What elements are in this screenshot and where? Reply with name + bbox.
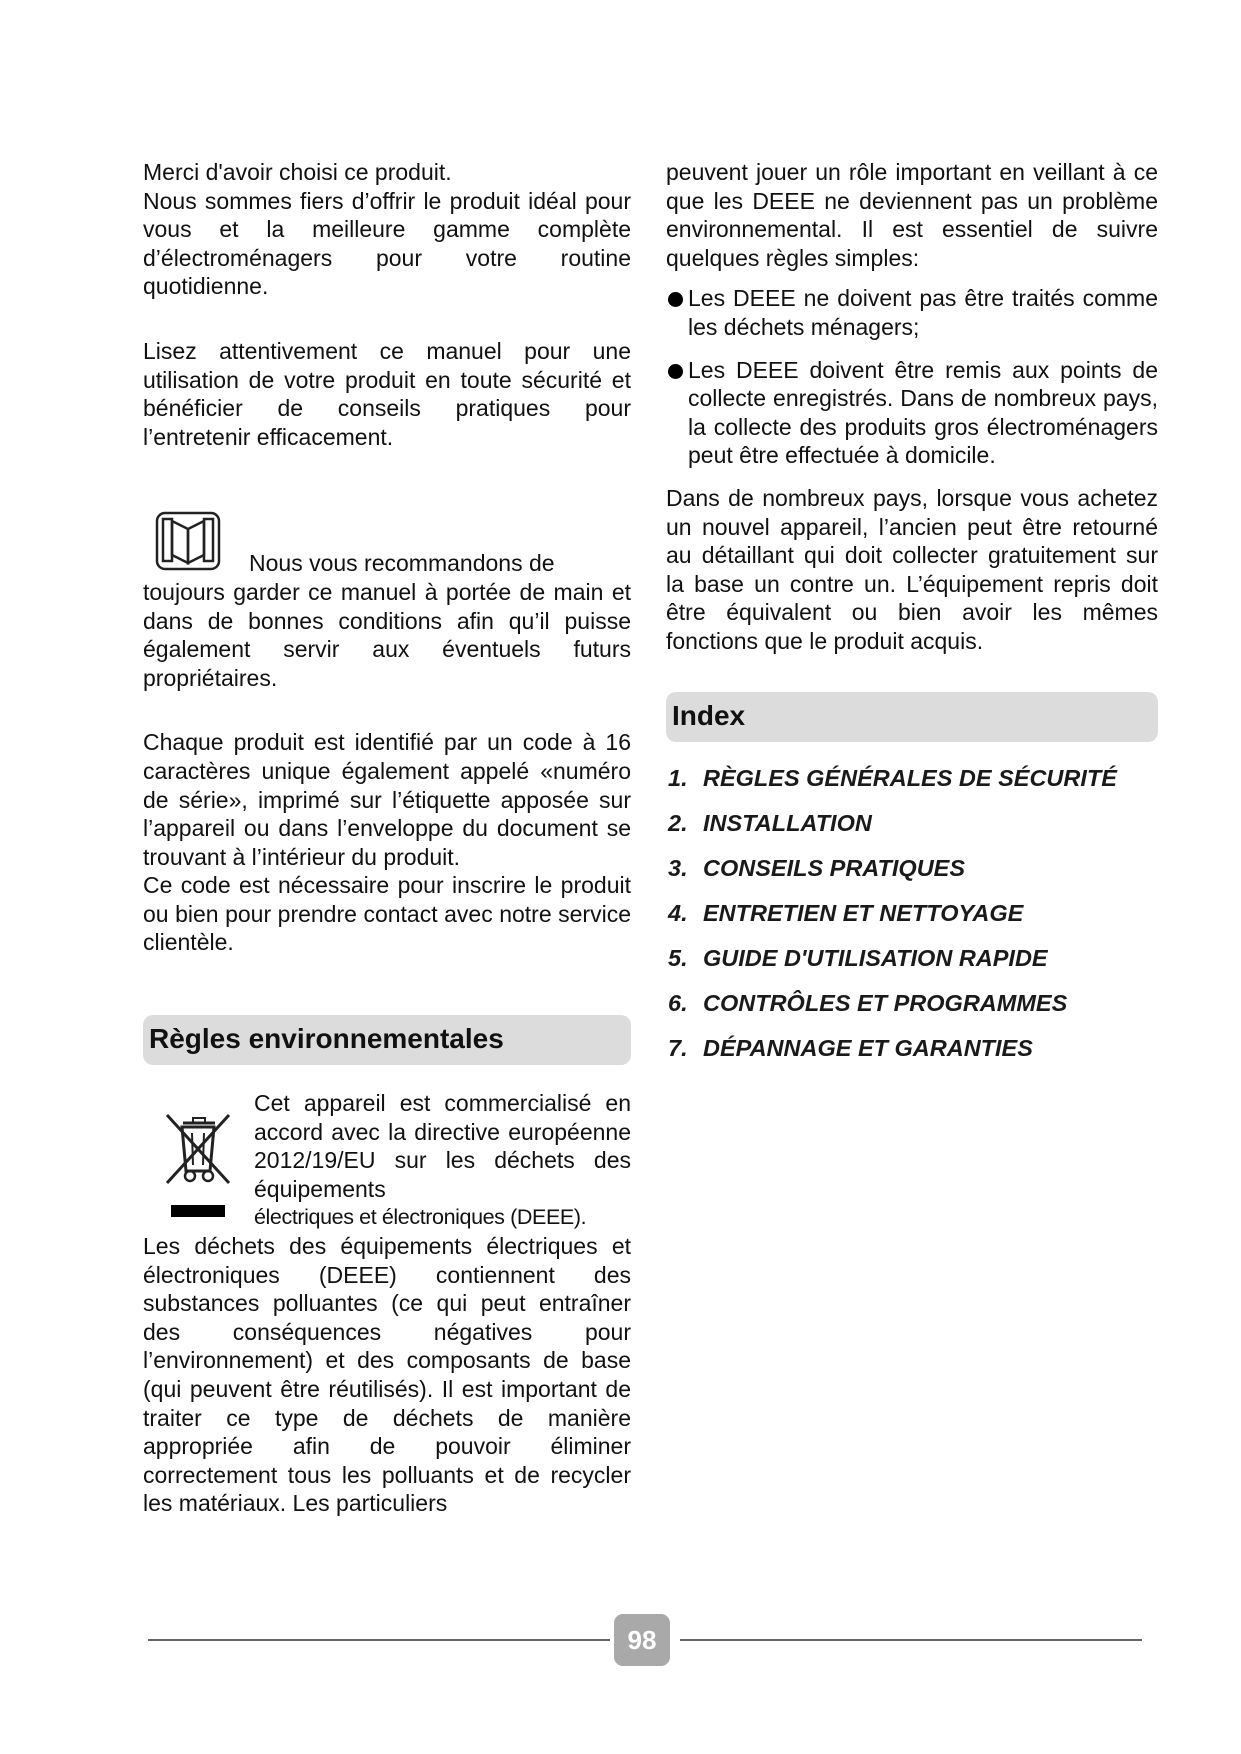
- index-item[interactable]: [666, 854, 1158, 882]
- serial-code-paragraph: Chaque produit est identifié par un code à 16 caractères unique également appelé «numéro de série», imprimé sur l’étiquette apposée sur l’appareil ou dans l’enveloppe du document se trouvant à l’intérieur du produit.: [143, 729, 631, 870]
- index-list: [666, 764, 1158, 1062]
- weee-block: [143, 1089, 631, 1232]
- index-item[interactable]: [666, 989, 1158, 1017]
- index-label: INSTALLATION: [703, 809, 872, 836]
- weee-directive-text: Cet appareil est commercialisé en accord avec la directive européenne 2012/19/EU sur les déchets des équipements: [254, 1090, 631, 1202]
- footer-divider-right: [680, 1639, 1142, 1641]
- index-number: 7.: [668, 1034, 688, 1061]
- weee-directive-tail: électriques et électroniques (DEEE).: [254, 1205, 587, 1230]
- index-section-header: Index: [666, 692, 1158, 742]
- index-item[interactable]: [666, 1034, 1158, 1062]
- index-label: CONSEILS PRATIQUES: [703, 854, 966, 881]
- keep-manual-block: [143, 511, 631, 692]
- bullet-text: Les DEEE doivent être remis aux points de collecte enregistrés. Dans de nombreux pays, la collecte des produits gros électroménagers peut être effectuée à domicile.: [688, 356, 1158, 469]
- left-column: [143, 158, 631, 1518]
- bullet-dot-icon: [668, 292, 683, 307]
- serial-code-usage: Ce code est nécessaire pour inscrire le produit ou bien pour prendre contact avec notre service clientèle.: [143, 872, 631, 956]
- right-column: [666, 158, 1158, 1079]
- crossed-out-bin-icon: [163, 1111, 233, 1219]
- index-number: 3.: [668, 854, 688, 881]
- index-item[interactable]: [666, 764, 1158, 792]
- list-item: [666, 356, 1158, 470]
- take-back-paragraph: Dans de nombreux pays, lorsque vous achetez un nouvel appareil, l’ancien peut être retourné au détaillant qui doit collecter gratuitement sur la base un contre un. L’équipement repris doit être équivalent ou bien avoir les mêmes fonctions que le produit acquis.: [666, 484, 1158, 654]
- index-number: 4.: [668, 899, 688, 926]
- page-number-badge: 98: [614, 1614, 670, 1666]
- index-label: DÉPANNAGE ET GARANTIES: [703, 1034, 1033, 1061]
- env-continuation-paragraph: peuvent jouer un rôle important en veillant à ce que les DEEE ne deviennent pas un problème environnemental. Il est essentiel de suivre quelques règles simples:: [666, 159, 1158, 271]
- weee-rules-list: [666, 284, 1158, 470]
- bullet-text: Les DEEE ne doivent pas être traités comme les déchets ménagers;: [688, 285, 1158, 340]
- index-label: GUIDE D'UTILISATION RAPIDE: [703, 944, 1048, 971]
- index-number: 2.: [668, 809, 688, 836]
- bullet-dot-icon: [668, 364, 683, 379]
- open-book-icon: [155, 511, 221, 571]
- intro-thanks: Merci d'avoir choisi ce produit.: [143, 159, 452, 185]
- index-number: 1.: [668, 764, 688, 791]
- index-number: 6.: [668, 989, 688, 1016]
- index-label: CONTRÔLES ET PROGRAMMES: [703, 989, 1068, 1016]
- env-section-header: Règles environnementales: [143, 1015, 631, 1065]
- index-label: ENTRETIEN ET NETTOYAGE: [703, 899, 1024, 926]
- index-label: RÈGLES GÉNÉRALES DE SÉCURITÉ: [703, 764, 1117, 791]
- index-number: 5.: [668, 944, 688, 971]
- read-manual-paragraph: Lisez attentivement ce manuel pour une utilisation de votre produit en toute sécurité et bénéficier de conseils pratiques pour l’entretenir efficacement.: [143, 337, 631, 450]
- keep-manual-paragraph: toujours garder ce manuel à portée de main et dans de bonnes conditions afin qu’il puisse également servir aux éventuels futurs propriétaires.: [143, 578, 631, 691]
- intro-pride: Nous sommes fiers d’offrir le produit idéal pour vous et la meilleure gamme complète d’électroménagers pour votre routine quotidienne.: [143, 187, 631, 300]
- env-body-paragraph: Les déchets des équipements électriques et électroniques (DEEE) contiennent des substances polluantes (ce qui peut entraîner des conséquences négatives pour l’environnement) et des composants de base (qui peuvent être réutilisés). Il est important de traiter ce type de déchets de manière appropriée afin de pouvoir éliminer correctement tous les polluants et de recycler les matériaux. Les particuliers: [143, 1233, 631, 1517]
- keep-manual-first-line: Nous vous recommandons de: [249, 550, 555, 577]
- index-item[interactable]: [666, 944, 1158, 972]
- index-item[interactable]: [666, 809, 1158, 837]
- list-item: [666, 284, 1158, 341]
- footer-divider-left: [148, 1639, 610, 1641]
- index-item[interactable]: [666, 899, 1158, 927]
